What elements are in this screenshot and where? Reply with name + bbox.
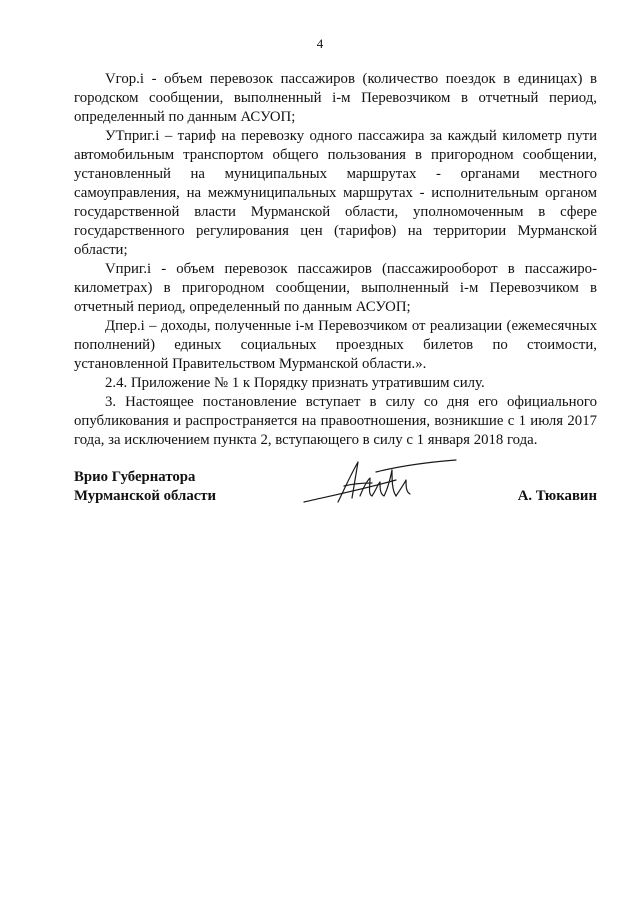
page-number: 4	[316, 36, 324, 51]
paragraph-v-suburban: Vприг.i - объем перевозок пассажиров (пассажирооборот в пассажиро-километрах) в пригородном сообщении, выполненный i-м Перевозчиком в отчетный период, определенный по данным АСУОП;	[74, 261, 597, 315]
signature-block	[74, 468, 597, 528]
handwritten-signature	[300, 456, 460, 512]
paragraph-3: 3. Настоящее постановление вступает в силу со дня его официального опубликования и распространяется на правоотношения, возникшие с 1 июля 2017 года, за исключением пункта 2, вступающего в силу с 1 января 2018 года.	[74, 394, 597, 448]
paragraph-d-per: Дпер.i – доходы, полученные i-м Перевозчиком от реализации (ежемесячных пополнений) единых социальных проездных билетов по стоимости, установленной Правительством Мурманской области.».	[74, 318, 597, 372]
paragraph-v-city: Vгор.i - объем перевозок пассажиров (количество поездок в единицах) в городском сообщении, выполненный i-м Перевозчиком в отчетный период, определенный по данным АСУОП;	[74, 71, 597, 125]
signatory-name: А. Тюкавин	[517, 488, 597, 504]
paragraph-ut-suburban: УТприг.i – тариф на перевозку одного пассажира за каждый километр пути автомобильным транспортом общего пользования в пригородном сообщении, установленный на муниципальных маршрутах - органами местного самоуправления, на межмуниципальных маршрутах - исполнительным органом государственной власти Мурманской области, уполномоченным в сфере государственного регулирования цен (тарифов) на территории Мурманской области;	[74, 128, 597, 258]
signatory-title-line1: Врио Губернатора	[74, 469, 196, 485]
signatory-title	[74, 468, 216, 506]
signatory-title-line2: Мурманской области	[74, 488, 217, 504]
paragraph-2-4: 2.4. Приложение № 1 к Порядку признать утратившим силу.	[105, 375, 485, 391]
document-body	[74, 70, 597, 450]
